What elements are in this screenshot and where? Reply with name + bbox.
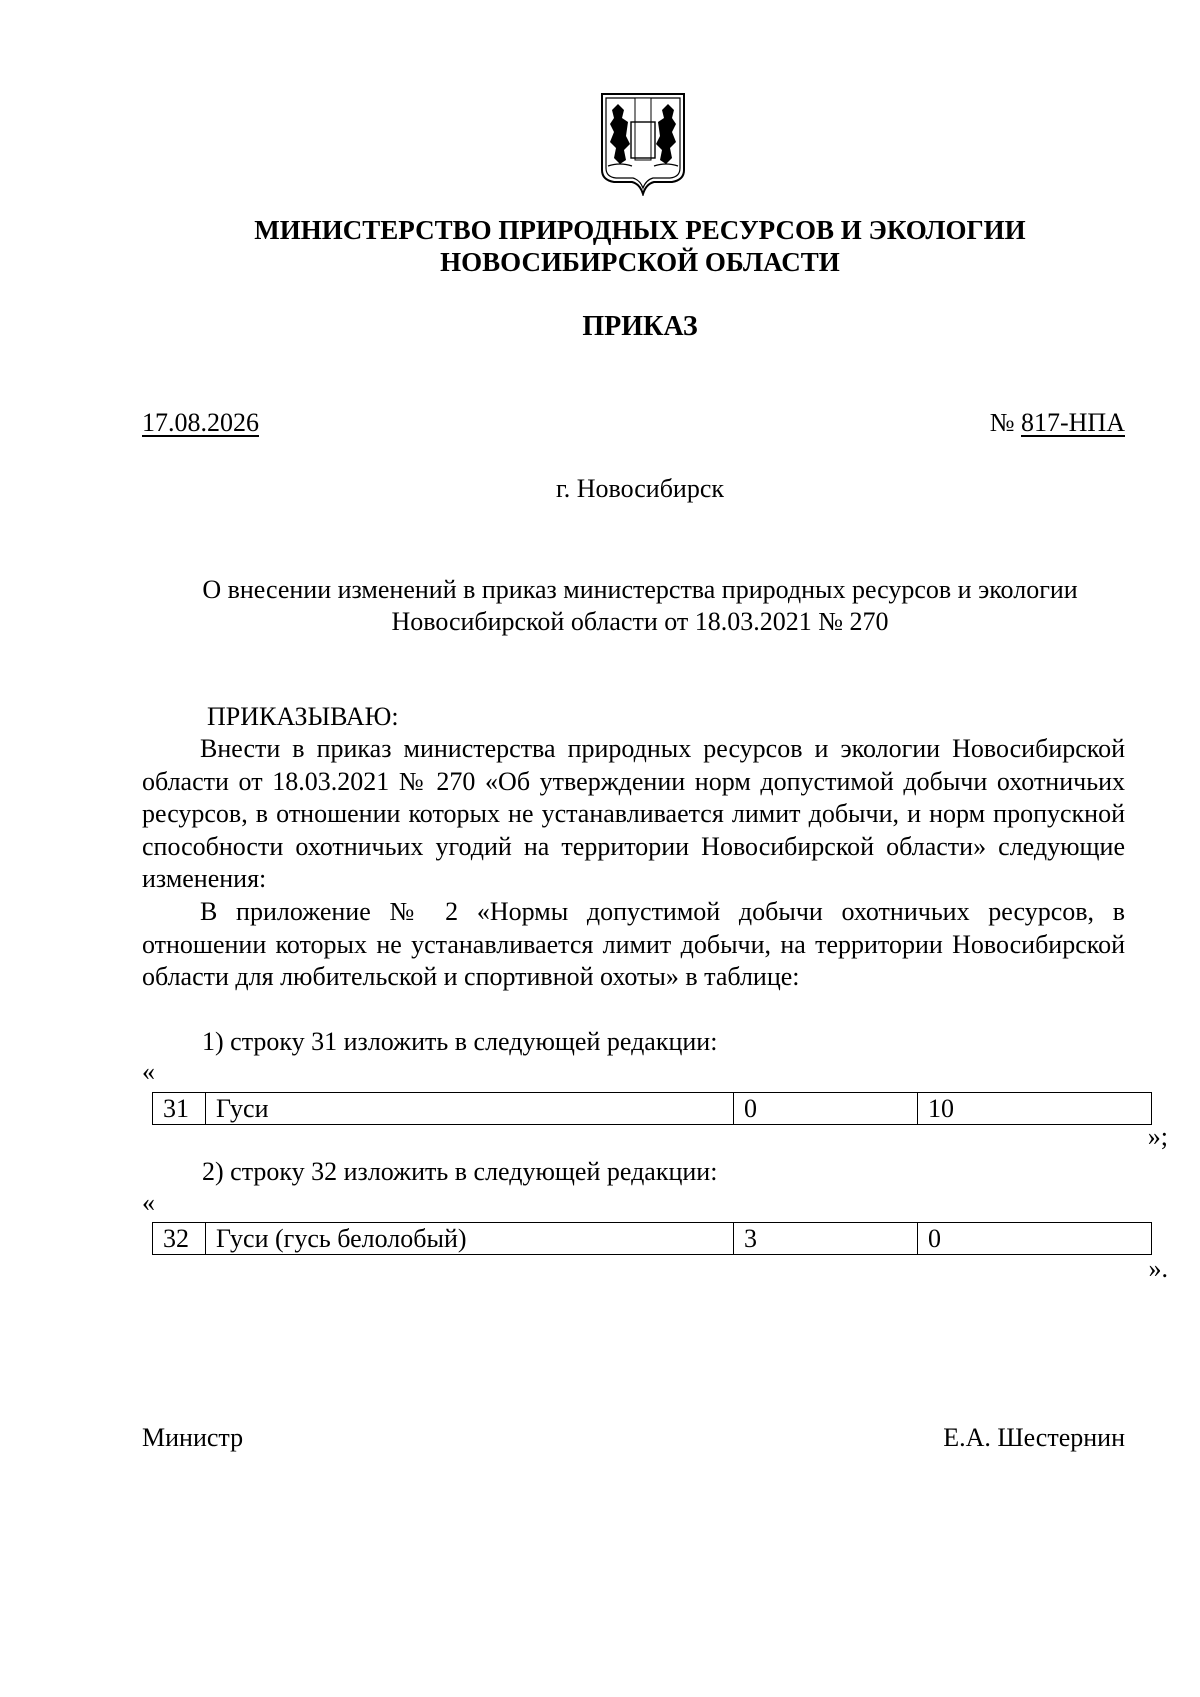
amendment-item-1: 1) строку 31 изложить в следующей редакции: xyxy=(202,1027,718,1056)
row-number-cell: 32 xyxy=(153,1223,206,1255)
row-number-cell: 31 xyxy=(153,1093,206,1125)
number-prefix: № xyxy=(989,408,1021,437)
ministry-name xyxy=(140,214,1140,278)
orders-heading: ПРИКАЗЫВАЮ: xyxy=(207,702,399,731)
norm-value-cell-b: 0 xyxy=(918,1223,1152,1255)
subject-line2: Новосибирской области от 18.03.2021 № 270 xyxy=(391,607,889,636)
signatory-title: Министр xyxy=(142,1423,244,1452)
norm-value-cell-b: 10 xyxy=(918,1093,1152,1125)
novosibirsk-coat-of-arms-icon xyxy=(600,92,686,196)
table-row xyxy=(153,1093,1152,1125)
document-type-title: ПРИКАЗ xyxy=(582,311,698,342)
ministry-name-line2: НОВОСИБИРСКОЙ ОБЛАСТИ xyxy=(440,247,840,277)
norm-value-cell-a: 3 xyxy=(734,1223,918,1255)
open-quote-2: « xyxy=(142,1188,155,1217)
amendment-item-2: 2) строку 32 изложить в следующей редакции: xyxy=(202,1157,718,1186)
close-quote-1: »; xyxy=(1147,1122,1168,1151)
signatory-name: Е.А. Шестернин xyxy=(943,1423,1125,1452)
species-name-cell: Гуси (гусь белолобый) xyxy=(206,1223,734,1255)
open-quote-1: « xyxy=(142,1057,155,1086)
document-city: г. Новосибирск xyxy=(555,474,725,503)
norm-value-cell-a: 0 xyxy=(734,1093,918,1125)
subject-line1: О внесении изменений в приказ министерства природных ресурсов и экологии xyxy=(202,575,1078,604)
close-quote-2: ». xyxy=(1148,1254,1168,1283)
table-row xyxy=(153,1223,1152,1255)
body-paragraph-2: В приложение № 2 «Нормы допустимой добычи охотничьих ресурсов, в отношении которых не устанавливается лимит добычи, на территории Новосибирской области для любительской и спортивной охоты» в таблице: xyxy=(142,897,1125,991)
document-date: 17.08.2026 xyxy=(142,408,259,437)
amended-row-table-1 xyxy=(152,1092,1152,1125)
body-paragraph-1: Внести в приказ министерства природных ресурсов и экологии Новосибирской области от 18.03.2021 № 270 «Об утверждении норм допустимой добычи охотничьих ресурсов, в отношении которых не устанавливается лимит добычи, и норм пропускной способности охотничьих угодий на территории Новосибирской области» следующие изменения: xyxy=(142,734,1125,893)
amended-row-table-2 xyxy=(152,1222,1152,1255)
species-name-cell: Гуси xyxy=(206,1093,734,1125)
document-subject xyxy=(140,574,1140,638)
document-number xyxy=(990,408,1125,438)
number-value: 817-НПА xyxy=(1021,408,1125,437)
ministry-name-line1: МИНИСТЕРСТВО ПРИРОДНЫХ РЕСУРСОВ И ЭКОЛОГИИ xyxy=(254,215,1026,245)
